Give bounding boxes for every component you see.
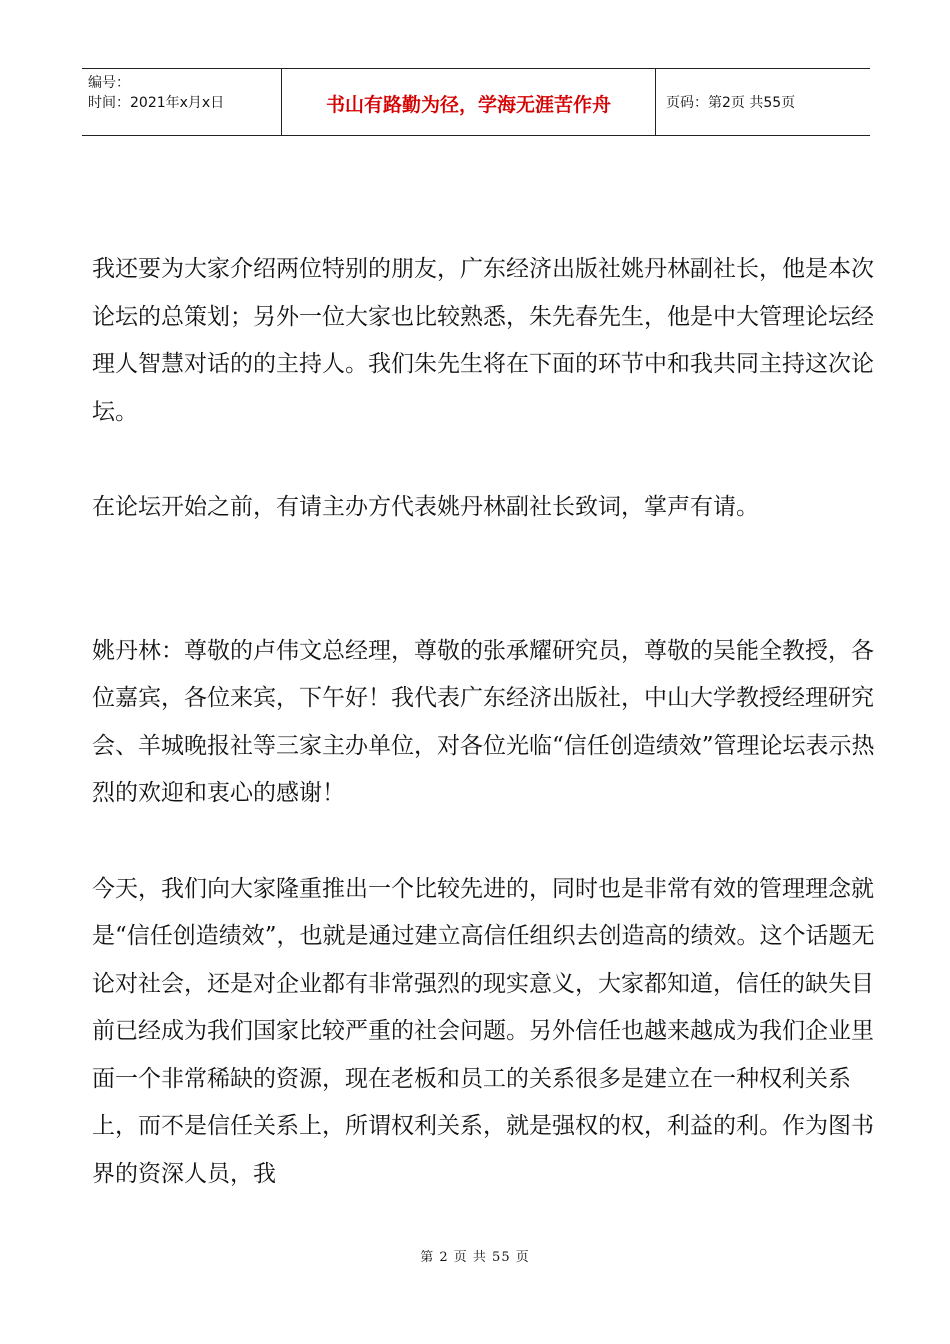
document-date-label: 时间：2021年x月x日 bbox=[88, 95, 225, 111]
paragraph-introduction: 我还要为大家介绍两位特别的朋友，广东经济出版社姚丹林副社长，他是本次论坛的总策划；另外一位大家也比较熟悉，朱先春先生，他是中大管理论坛经理人智慧对话的的主持人。我们朱先生将在下面的环节中和我共同主持这次论坛。 bbox=[92, 256, 874, 425]
document-body bbox=[92, 246, 882, 1198]
paragraph-trust-topic: 今天，我们向大家隆重推出一个比较先进的，同时也是非常有效的管理理念就是“信任创造绩效”，也就是通过建立高信任组织去创造高的绩效。这个话题无论对社会，还是对企业都有非常强烈的现实意义，大家都知道，信任的缺失目前已经成为我们国家比较严重的社会问题。另外信任也越来越成为我们企业里面一个非常稀缺的资源，现在老板和员工的关系很多是建立在一种权利关系上，而不是信任关系上，所谓权利关系，就是强权的权，利益的利。作为图书界的资深人员，我 bbox=[92, 875, 875, 1187]
paragraph-invitation: 在论坛开始之前，有请主办方代表姚丹林副社长致词，掌声有请。 bbox=[92, 494, 759, 520]
document-number-label: 编号： bbox=[88, 75, 130, 91]
page-footer: 第 2 页 共 55 页 bbox=[420, 1250, 530, 1265]
paragraph-welcome-speech: 姚丹林：尊敬的卢伟文总经理，尊敬的张承耀研究员，尊敬的吴能全教授，各位嘉宾，各位来宾，下午好！我代表广东经济出版社，中山大学教授经理研究会、羊城晚报社等三家主办单位，对各位光临“信任创造绩效”管理论坛表示热烈的欢迎和衷心的感谢！ bbox=[92, 637, 875, 806]
header-motto: 书山有路勤为径，学海无涯苦作舟 bbox=[282, 69, 656, 135]
header-page-number: 页码：第2页 共55页 bbox=[666, 95, 796, 111]
page-header bbox=[82, 68, 870, 136]
header-meta bbox=[82, 69, 282, 135]
